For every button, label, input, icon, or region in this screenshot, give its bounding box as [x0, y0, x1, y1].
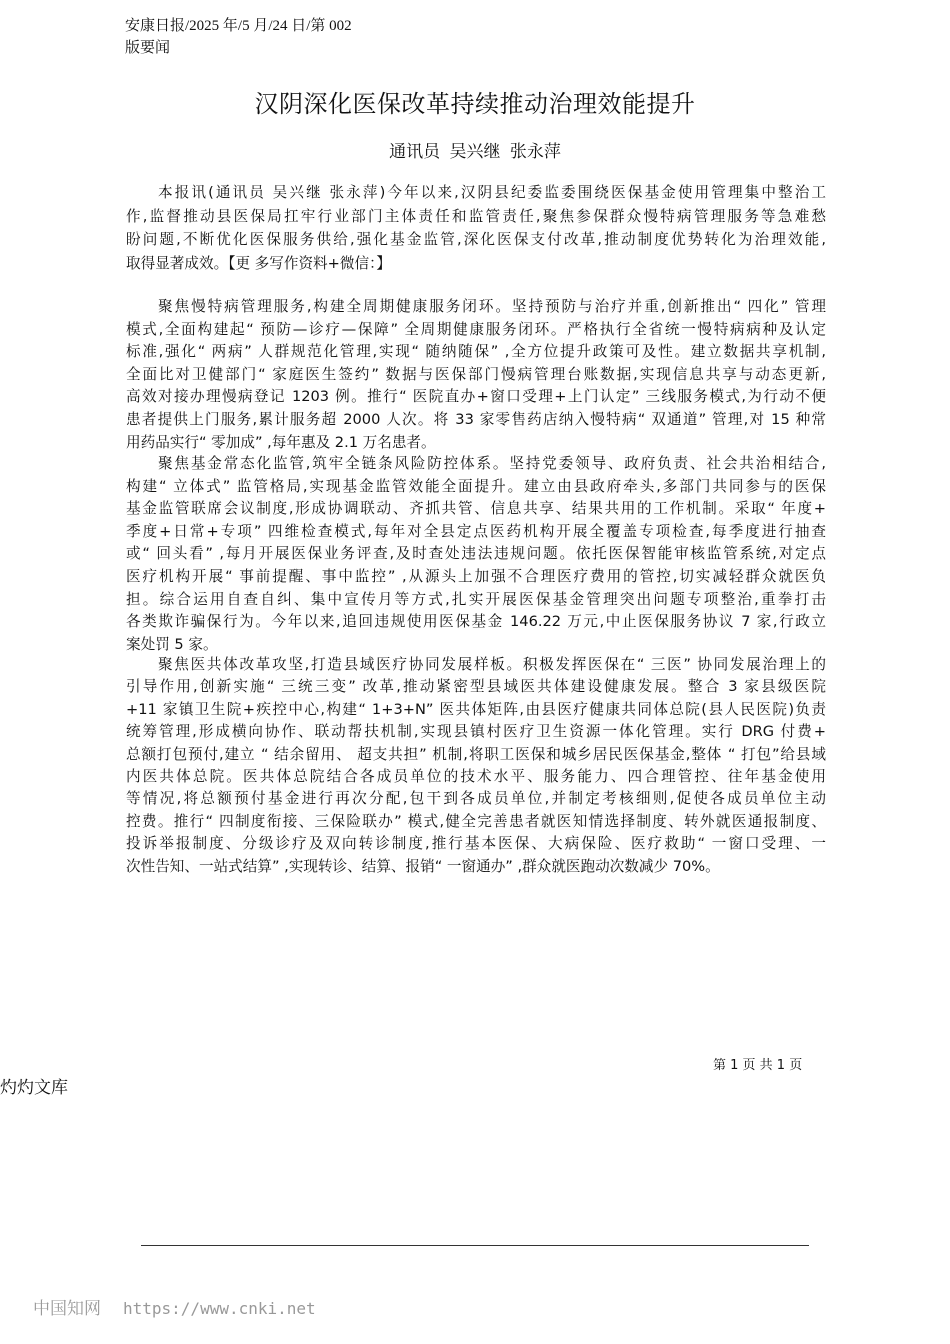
text-line: 总额打包预付,建立 “ 结余留用、 超支共担” 机制,将职工医保和城乡居民医保基金,整体 “ 打包”给县域 [126, 745, 826, 763]
text-line: 构建“ 立体式” 监管格局,实现基金监管效能全面提升。建立由县政府牵头,多部门共同参与的医保 [126, 477, 826, 495]
byline: 通讯员 吴兴继 张永萍 [389, 142, 561, 162]
text-line: 担。综合运用自查自纠、集中宣传月等方式,扎实开展医保基金管理突出问题专项整治,重拳打击 [126, 590, 826, 608]
source-line: 安康日报/2025 年/5 月/24 日/第 002 [125, 18, 352, 34]
text-line: 投诉举报制度、分级诊疗及双向转诊制度,推行基本医保、大病保险、医疗救助“ 一窗口受理、一 [126, 835, 826, 853]
text-line: 作,监督推动县医保局扛牢行业部门主体责任和监管责任,聚焦参保群众慢特病管理服务等急难愁 [126, 207, 826, 225]
footer-divider [141, 1245, 809, 1246]
text-line: 盼问题,不断优化医保服务供给,强化基金监管,深化医保支付改革,推动制度优势转化为治理效能, [126, 231, 826, 248]
text-line: 模式,全面构建起“ 预防—诊疗—保障” 全周期健康服务闭环。严格执行全省统一慢特病病种及认定 [126, 320, 826, 338]
text-line: 引导作用,创新实施“ 三统三变” 改革,推动紧密型县域医共体建设健康发展。整合 3 家县级医院 [126, 678, 826, 696]
text-line: 医疗机构开展“ 事前提醒、事中监控” ,从源头上加强不合理医疗费用的管控,切实减轻群众就医负 [126, 567, 826, 585]
text-line: 内医共体总院。医共体总院结合各成员单位的技术水平、服务能力、四合理管控、往年基金使用 [126, 767, 826, 785]
text-line: 聚焦基金常态化监管,筑牢全链条风险防控体系。坚持党委领导、政府负责、社会共治相结合, [158, 455, 826, 472]
text-line: 聚焦慢特病管理服务,构建全周期健康服务闭环。坚持预防与治疗并重,创新推出“ 四化” 管理 [158, 298, 826, 315]
cnki-name: 中国知网 [33, 1299, 101, 1318]
text-line: 取得显著成效。【更 多写作资料+微信：】 [126, 254, 391, 272]
section-label: 版要闻 [125, 40, 171, 56]
text-line: 各类欺诈骗保行为。今年以来,追回违规使用医保基金 146.22 万元,中止医保服务协议 7 家,行政立 [126, 613, 826, 631]
paragraph-chronic-disease [126, 296, 826, 454]
library-watermark: 灼灼文库 [0, 1078, 68, 1098]
text-line: 等情况,将总额预付基金进行再次分配,包干到各成员单位,并制定考核细则,促使各成员单位主动 [126, 790, 826, 808]
text-line: 或“ 回头看” ,每月开展医保业务评查,及时查处违法违规问题。依托医保智能审核监管系统,对定点 [126, 545, 826, 563]
article-title: 汉阴深化医保改革持续推动治理效能提升 [254, 90, 696, 118]
paragraph-intro [126, 181, 826, 275]
text-line: 高效对接办理慢病登记 1203 例。推行“ 医院直办+窗口受理+上门认定” 三线服务模式,为行动不便 [126, 388, 826, 406]
paragraph-medical-community [126, 654, 826, 878]
text-line: 本报讯(通讯员 吴兴继 张永萍)今年以来,汉阴县纪委监委围绕医保基金使用管理集中整治工 [158, 184, 826, 201]
text-line: 统筹管理,形成横向协作、联动帮扶机制,实现县镇村医疗卫生资源一体化管理。实行 DRG 付费+ [126, 723, 826, 741]
text-line: +11 家镇卫生院+疾控中心,构建“ 1+3+N” 医共体矩阵,由县医疗健康共同体总院(县人民医院)负责 [126, 700, 826, 718]
text-line: 基金监管联席会议制度,形成协调联动、齐抓共管、信息共享、结果共用的工作机制。采取“ 年度+ [126, 500, 826, 518]
text-line: 标准,强化“ 两病” 人群规范化管理,实现“ 随纳随保” ,全方位提升政策可及性。建立数据共享机制, [126, 343, 826, 361]
text-line: 案处罚 5 家。 [126, 635, 218, 653]
cnki-footer [33, 1294, 316, 1319]
paragraph-fund-supervision [126, 453, 826, 656]
text-line: 全面比对卫健部门“ 家庭医生签约” 数据与医保部门慢病管理台账数据,实现信息共享与动态更新, [126, 365, 826, 383]
text-line: 季度+日常+专项” 四维检查模式,每年对全县定点医药机构开展全覆盖专项检查,每季度进行抽查 [126, 522, 826, 540]
text-line: 聚焦医共体改革攻坚,打造县域医疗协同发展样板。积极发挥医保在“ 三医” 协同发展治理上的 [158, 656, 826, 673]
text-line: 患者提供上门服务,累计服务超 2000 人次。将 33 家零售药店纳入慢特病“ 双通道” 管理,对 15 种常 [126, 410, 826, 428]
cnki-url-link[interactable]: https://www.cnki.net [123, 1299, 316, 1318]
text-line: 次性告知、一站式结算” ,实现转诊、结算、报销“ 一窗通办” ,群众就医跑动次数减少 70%。 [126, 857, 720, 875]
page-number: 第 1 页 共 1 页 [713, 1058, 803, 1073]
text-line: 用药品实行“ 零加成” ,每年惠及 2.1 万名患者。 [126, 433, 436, 451]
text-line: 控费。推行“ 四制度衔接、三保险联办” 模式,健全完善患者就医知情选择制度、转外就医通报制度、 [126, 812, 826, 830]
